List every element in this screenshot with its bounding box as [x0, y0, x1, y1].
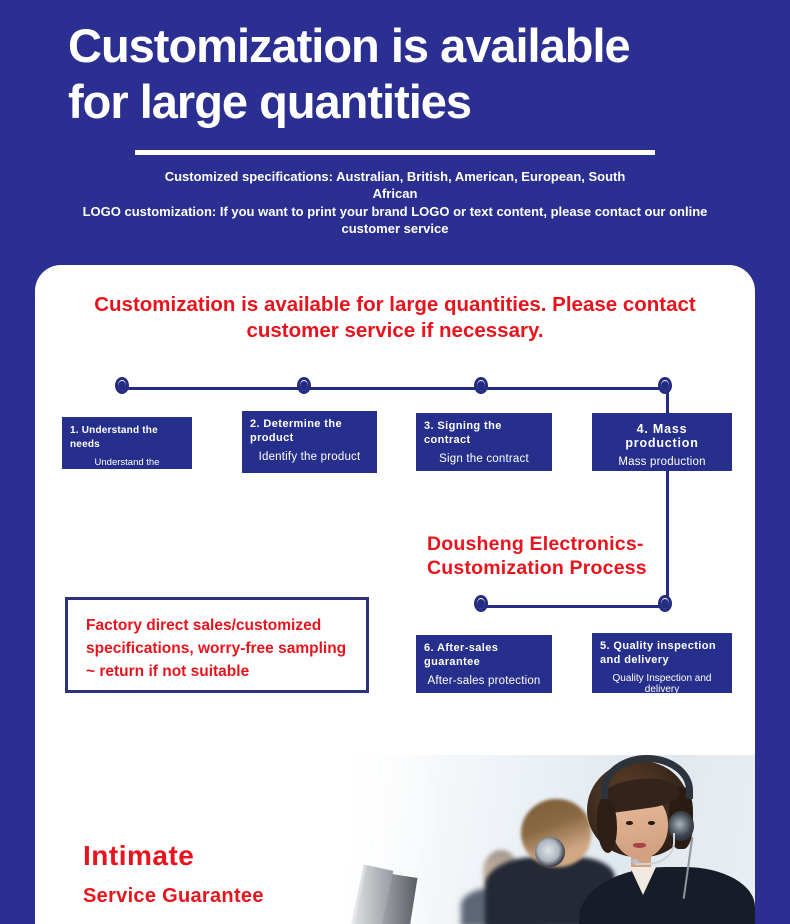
process-label-line2: Customization Process: [427, 556, 647, 579]
step-box-1: [62, 417, 192, 479]
process-label: [427, 533, 647, 580]
step-subtitle: Understand the requirements: [94, 457, 160, 479]
divider-line: [135, 150, 655, 155]
timeline-line-bottom: [484, 605, 668, 608]
step-title: 5. Quality inspection and delivery: [600, 640, 716, 666]
process-node-1: [115, 377, 129, 394]
step-subtitle: Mass production: [618, 456, 706, 468]
process-node-dot: [477, 599, 485, 609]
customized-specs-text: Customized specifications: Australian, British, American, European, South African: [164, 169, 626, 201]
logo-customization-text: LOGO customization: If you want to print your brand LOGO or text content, please contact our online customer service: [82, 204, 708, 236]
card-heading: Customization is available for large quantities. Please contact customer service if necessary.: [94, 293, 696, 342]
guarantee-subtitle: Service Guarantee: [83, 885, 264, 907]
timeline-line-top: [125, 387, 668, 390]
process-node-dot: [661, 381, 669, 391]
step-box-4: [592, 413, 732, 471]
step-title: 1. Understand the needs: [70, 425, 158, 450]
hero-banner: [0, 0, 790, 265]
step-subtitle: Quality Inspection and delivery: [612, 673, 712, 695]
step-title: 4. Mass production: [625, 422, 699, 450]
step-box-5: [592, 633, 732, 693]
step-title: 6. After-sales guarantee: [424, 642, 499, 668]
process-label-line1: Dousheng Electronics-: [427, 533, 644, 555]
page-title: [68, 18, 630, 130]
process-node-4: [658, 377, 672, 394]
step-subtitle: Sign the contract: [439, 453, 529, 465]
process-node-3: [474, 377, 488, 394]
process-node-dot: [477, 381, 485, 391]
process-node-6: [474, 595, 488, 612]
process-node-dot: [118, 381, 126, 391]
step-box-6: [416, 635, 552, 693]
customer-service-photo: [335, 755, 755, 924]
page-title-line1: Customization is available: [68, 19, 630, 72]
step-title: 3. Signing the contract: [424, 420, 502, 446]
process-node-2: [297, 377, 311, 394]
step-subtitle: Identify the product: [258, 451, 361, 463]
step-subtitle: After-sales protection: [427, 675, 541, 687]
step-title: 2. Determine the product: [250, 418, 342, 444]
process-node-5: [658, 595, 672, 612]
process-node-dot: [661, 599, 669, 609]
process-node-dot: [300, 381, 308, 391]
page-title-line2: for large quantities: [68, 75, 472, 128]
guarantee-title: Intimate: [83, 840, 195, 871]
process-card: [35, 265, 755, 924]
promo-box: [65, 597, 369, 693]
photo-fade-overlay: [335, 755, 755, 924]
step-box-3: [416, 413, 552, 471]
promo-text: Factory direct sales/customized specifications, worry-free sampling ~ return if not suitable: [86, 617, 347, 680]
step-box-2: [242, 411, 377, 473]
